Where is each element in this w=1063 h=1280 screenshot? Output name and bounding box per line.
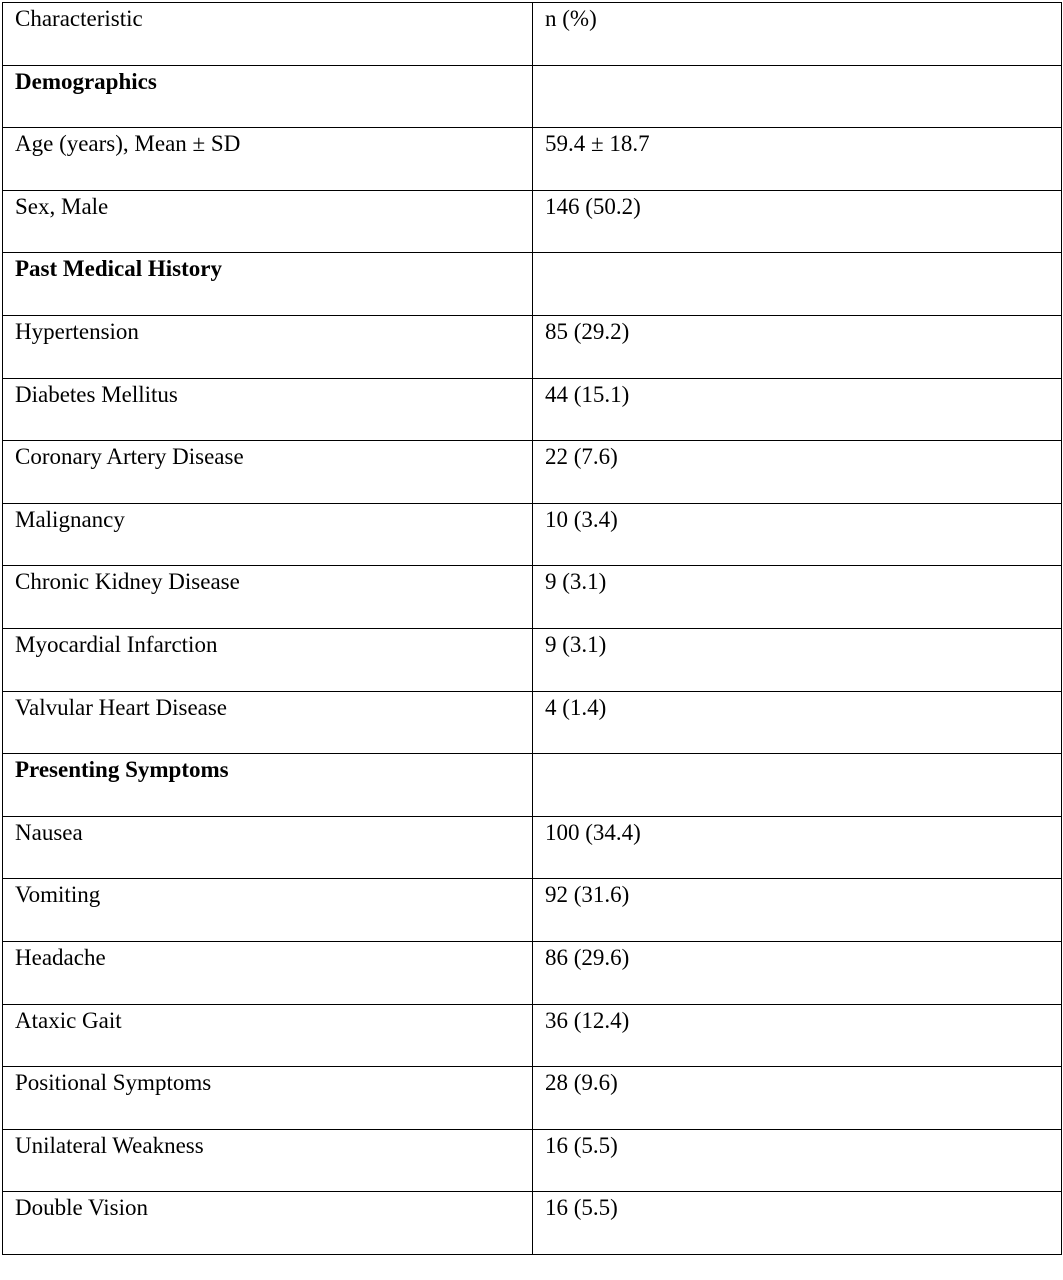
- row-value: 59.4 ± 18.7: [545, 131, 650, 157]
- row-label: Unilateral Weakness: [15, 1132, 204, 1158]
- row-value: 9 (3.1): [545, 631, 607, 657]
- row-label: Hypertension: [15, 318, 139, 344]
- table-row: [3, 315, 1062, 378]
- table-header-row: [3, 3, 1062, 66]
- row-label: Myocardial Infarction: [15, 631, 218, 657]
- value-cell: [533, 941, 1062, 1004]
- row-value: 86 (29.6): [545, 944, 630, 970]
- value-cell: [533, 378, 1062, 441]
- value-cell: [533, 1192, 1062, 1255]
- row-value: 22 (7.6): [545, 444, 618, 470]
- row-value: [545, 253, 1061, 254]
- label-cell: [3, 1067, 533, 1130]
- row-value: 85 (29.2): [545, 318, 630, 344]
- value-cell: [533, 315, 1062, 378]
- label-cell: [3, 566, 533, 629]
- value-cell: [533, 879, 1062, 942]
- row-label: Positional Symptoms: [15, 1070, 212, 1096]
- table-row: [3, 879, 1062, 942]
- value-cell: [533, 128, 1062, 191]
- label-cell: [3, 1192, 533, 1255]
- value-cell: [533, 1129, 1062, 1192]
- row-value: 9 (3.1): [545, 569, 607, 595]
- value-cell: [533, 816, 1062, 879]
- table-row: [3, 691, 1062, 754]
- row-value: 146 (50.2): [545, 193, 641, 219]
- row-value: 16 (5.5): [545, 1195, 618, 1221]
- table-row: [3, 503, 1062, 566]
- label-cell: [3, 691, 533, 754]
- row-label: Ataxic Gait: [15, 1007, 122, 1033]
- label-cell: [3, 65, 533, 128]
- row-label: Valvular Heart Disease: [15, 694, 228, 720]
- label-cell: [3, 378, 533, 441]
- value-cell: [533, 566, 1062, 629]
- label-cell: [3, 754, 533, 817]
- section-header-row: [3, 253, 1062, 316]
- value-cell: [533, 754, 1062, 817]
- table-row: [3, 628, 1062, 691]
- row-label: Coronary Artery Disease: [15, 444, 244, 470]
- row-value: 28 (9.6): [545, 1070, 618, 1096]
- section-label: Demographics: [15, 68, 157, 94]
- section-header-row: [3, 65, 1062, 128]
- row-label: Chronic Kidney Disease: [15, 569, 240, 595]
- label-cell: [3, 941, 533, 1004]
- table-row: [3, 441, 1062, 504]
- header-characteristic: Characteristic: [15, 6, 143, 31]
- section-label: Past Medical History: [15, 256, 222, 282]
- table-row: [3, 566, 1062, 629]
- label-cell: [3, 190, 533, 253]
- row-value: 4 (1.4): [545, 694, 607, 720]
- value-cell: [533, 190, 1062, 253]
- table-row: [3, 816, 1062, 879]
- table-row: [3, 1129, 1062, 1192]
- row-label: Nausea: [15, 819, 83, 845]
- header-value: n (%): [545, 6, 597, 31]
- row-value: 44 (15.1): [545, 381, 630, 407]
- row-value: 16 (5.5): [545, 1132, 618, 1158]
- row-value: 10 (3.4): [545, 506, 618, 532]
- label-cell: [3, 441, 533, 504]
- value-cell: [533, 253, 1062, 316]
- row-label: Double Vision: [15, 1195, 149, 1221]
- value-cell: [533, 691, 1062, 754]
- table-row: [3, 941, 1062, 1004]
- table-row: [3, 378, 1062, 441]
- row-value: [545, 754, 1061, 755]
- header-characteristic-cell: [3, 3, 533, 66]
- value-cell: [533, 441, 1062, 504]
- row-value: 36 (12.4): [545, 1007, 630, 1033]
- row-label: Vomiting: [15, 882, 101, 908]
- row-label: Sex, Male: [15, 193, 109, 219]
- header-value-cell: [533, 3, 1062, 66]
- row-label: Age (years), Mean ± SD: [15, 131, 241, 157]
- row-value: 92 (31.6): [545, 882, 630, 908]
- row-value: [545, 66, 1061, 67]
- label-cell: [3, 253, 533, 316]
- label-cell: [3, 1004, 533, 1067]
- value-cell: [533, 503, 1062, 566]
- table-row: [3, 1192, 1062, 1255]
- table-row: [3, 128, 1062, 191]
- row-label: Diabetes Mellitus: [15, 381, 178, 407]
- row-label: Malignancy: [15, 506, 125, 532]
- label-cell: [3, 879, 533, 942]
- value-cell: [533, 65, 1062, 128]
- label-cell: [3, 628, 533, 691]
- row-label: Headache: [15, 944, 106, 970]
- label-cell: [3, 503, 533, 566]
- section-header-row: [3, 754, 1062, 817]
- label-cell: [3, 816, 533, 879]
- table-row: [3, 1067, 1062, 1130]
- value-cell: [533, 1067, 1062, 1130]
- value-cell: [533, 1004, 1062, 1067]
- value-cell: [533, 628, 1062, 691]
- table-row: [3, 1004, 1062, 1067]
- label-cell: [3, 1129, 533, 1192]
- table-row: [3, 190, 1062, 253]
- characteristics-table: [2, 2, 1062, 1255]
- label-cell: [3, 128, 533, 191]
- label-cell: [3, 315, 533, 378]
- section-label: Presenting Symptoms: [15, 757, 229, 783]
- row-value: 100 (34.4): [545, 819, 641, 845]
